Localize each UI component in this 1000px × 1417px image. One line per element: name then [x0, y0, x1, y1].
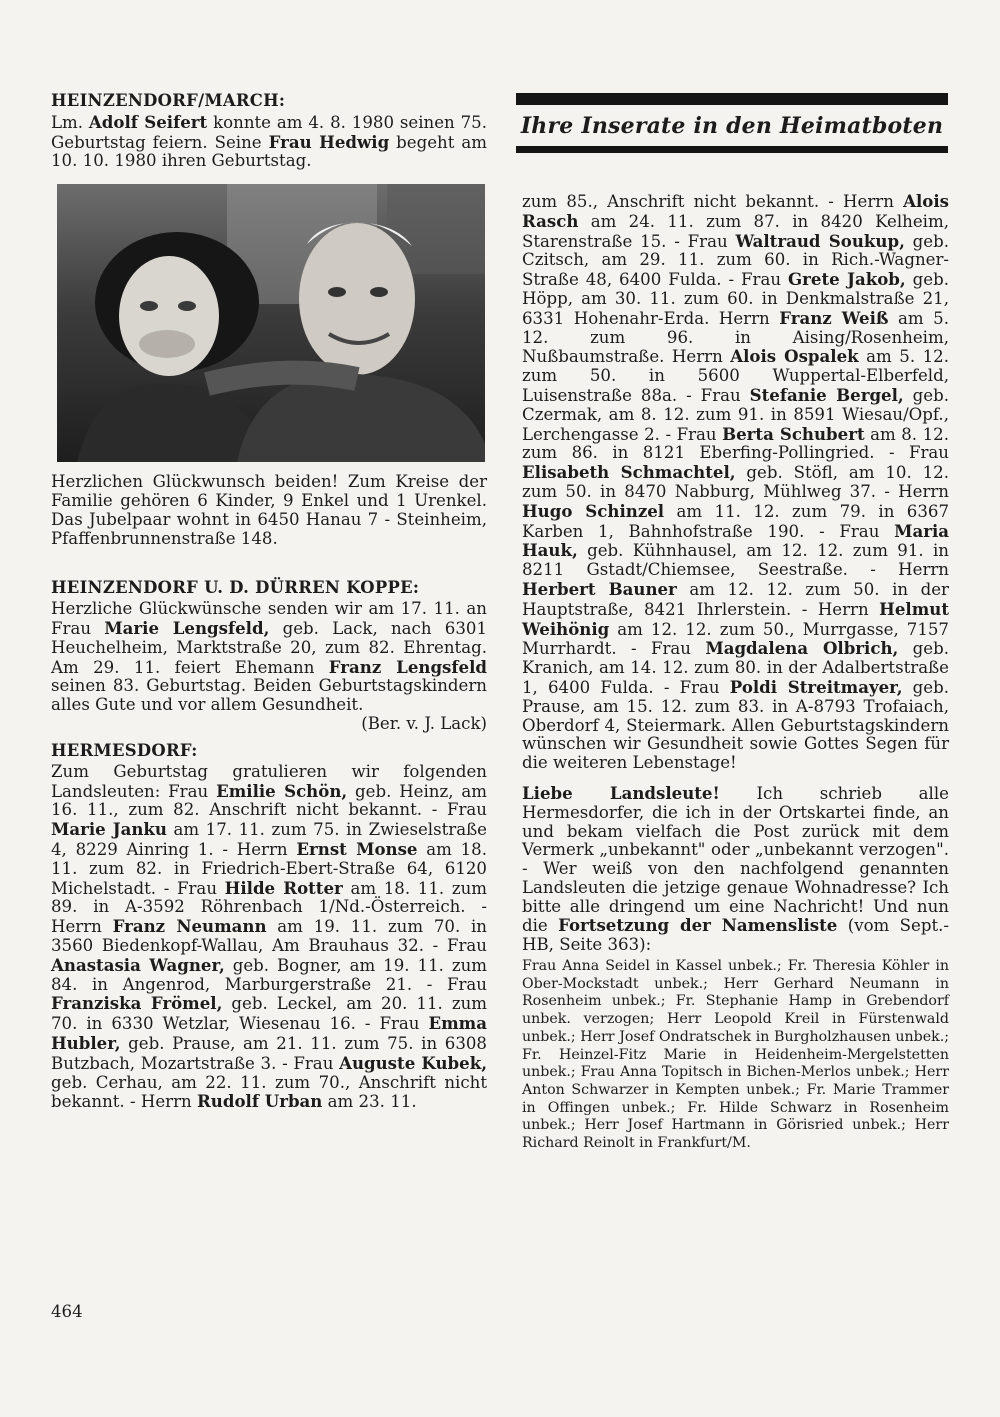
text-run: konnte am 4. 8. 1980 seinen 75. Geburtstag feiern. Seine [51, 112, 487, 152]
person-name: Emilie Schön, [216, 780, 348, 801]
section-heading-heinzendorf-duerren-koppe: HEINZENDORF U. D. DÜRREN KOPPE: [51, 578, 420, 598]
paragraph-lengsfeld-text [51, 599, 487, 714]
right-column [522, 192, 949, 1153]
section-heading-heinzendorf-march: HEINZENDORF/MARCH: [51, 91, 286, 110]
person-name: Grete Jakob, [788, 269, 906, 290]
paragraph-seifert [51, 113, 487, 171]
text-run: am 18. 11. zum 89. in A-3592 Röhrenbach 1/Nd.-Österreich. - Herrn [51, 878, 487, 937]
text-run: am 17. 11. zum 75. in Zwieselstraße 4, 8229 Ainring 1. - Herrn [51, 820, 488, 859]
report-signoff: (Ber. v. J. Lack) [361, 713, 487, 733]
text-run: geb. Lack, nach 6301 Heuchelheim, Marktstraße 20, zum 82. Ehrentag. Am 29. 11. feiert Ehemann [51, 618, 488, 677]
person-name: Franz Neumann [112, 916, 267, 937]
person-name: Rudolf Urban [196, 1091, 323, 1112]
text-run: am 23. 11. [322, 1092, 417, 1112]
person-name: Marie Janku [51, 819, 167, 840]
text-run: geb. Cerhau, am 22. 11. zum 70., Anschrift nicht bekannt. - Herrn [51, 1072, 487, 1112]
text-run: am 12. 12. zum 50. in der Hauptstraße, 8421 Ihrlerstein. - Herrn [522, 579, 949, 619]
person-name: Emma Hubler, [51, 1013, 487, 1053]
person-name: Maria Hauk, [522, 520, 949, 561]
person-name: Franz Weiß [779, 307, 889, 328]
text-run: geb. Kranich, am 14. 12. zum 80. in der Adalbertstraße 1, 6400 Fulda. - Frau [522, 639, 949, 697]
text-run: zum 85., Anschrift nicht bekannt. - Herrn [522, 192, 904, 211]
text-run: am 12. 12. zum 50., Murrgasse, 7157 Murrhardt. - Frau [522, 619, 949, 659]
person-name: Alois Rasch [522, 191, 949, 231]
person-name: Franz Lengsfeld [328, 656, 488, 677]
photo-image [57, 184, 485, 462]
banner-title: Ihre Inserate in den Heimatboten [520, 113, 944, 139]
paragraph-lengsfeld [51, 599, 488, 733]
paragraph-liebe-landsleute [522, 784, 949, 955]
text-run: Herzliche Glückwünsche senden wir am 17. 11. an Frau [51, 599, 487, 638]
person-name: Ernst Monse [296, 838, 418, 859]
person-name: Fortsetzung der Namensliste [558, 915, 838, 936]
ad-banner [516, 93, 948, 153]
text-run: geb. Czermak, am 8. 12. zum 91. in 8591 Wiesau/Opf., Lerchengasse 2. - Frau [522, 385, 949, 444]
person-name: Anastasia Wagner, [51, 954, 225, 975]
text-run: am 24. 11. zum 87. in 8420 Kelheim, Starenstraße 15. - Frau [522, 211, 949, 251]
paragraph-namensliste: Frau Anna Seidel in Kassel unbek.; Fr. Theresia Köhler in Ober-Mockstadt unbek.; Herr Gerhard Neumann in Rosenheim unbek.; Fr. Stephanie Hamp in Grebendorf unbek. verzogen; Herr Leopold Kreil in Fürstenwald unbek.; Herr Josef Ondratschek in Burgholzhausen unbek.; Fr. Heinzel-Fitz Marie in Heidenheim-Mergelstetten unbek.; Frau Anna Topitsch in Bichen-Merlos unbek.; Herr Anton Schwarzer in Kempten unbek.; Fr. Marie Trammer in Offingen unbek.; Fr. Hilde Schwarz in Rosenheim unbek.; Herr Josef Hartmann in Görisried unbek.; Herr Richard Reinolt in Frankfurt/M. [522, 958, 949, 1152]
person-name: Auguste Kubek, [339, 1052, 487, 1073]
text-run: begeht am 10. 10. 1980 ihren Geburtstag. [51, 132, 487, 171]
person-name: Elisabeth Schmachtel, [522, 462, 736, 483]
person-name: Franziska Frömel, [51, 993, 223, 1014]
page-number: 464 [51, 1302, 83, 1321]
text-run: geb. Höpp, am 30. 11. zum 60. in Denkmalstraße 21, 6331 Hohenahr-Erda. Herrn [522, 270, 949, 328]
text-run: geb. Prause, am 21. 11. zum 75. in 6308 Butzbach, Mozartstraße 3. - Frau [51, 1033, 487, 1073]
person-name: Hugo Schinzel [522, 500, 665, 521]
person-name: Marie Lengsfeld, [104, 617, 270, 638]
text-run: Zum Geburtstag gratulieren wir folgenden Landsleuten: Frau [51, 761, 487, 801]
text-run: (vom Sept.-HB, Seite 363): [522, 916, 949, 955]
text-run: geb. Kühnhausel, am 12. 12. zum 91. in 8211 Gstadt/Chiemsee, Seestraße. - Herrn [522, 541, 949, 580]
person-name: Hilde Rotter [224, 877, 343, 898]
text-run: Ich schrieb alle Hermesdorfer, die ich in der Ortskartei finde, an und bekam vielfach die Post zurück mit dem Vermerk „unbekannt" oder „unbekannt verzogen". - Wer weiß von den nachfolgend genannten Landsleuten die jetzige genaue Wohnadresse? Ich bitte alle dringend um eine Nachricht! Und nun die [522, 783, 949, 936]
text-run: geb. Heinz, am 16. 11., zum 82. Anschrift nicht bekannt. - Frau [51, 781, 487, 820]
person-name: Berta Schubert [722, 423, 865, 444]
person-name: Liebe Landsleute! [522, 782, 720, 803]
person-name: Magdalena Olbrich, [705, 638, 899, 659]
section-heading-hermesdorf: HERMESDORF: [51, 740, 198, 760]
photo-caption: Herzlichen Glückwunsch beiden! Zum Kreise der Familie gehören 6 Kinder, 9 Enkel und 1 Urenkel. Das Jubelpaar wohnt in 6450 Hanau 7 - Steinheim, Pfaffenbrunnenstraße 148. [51, 472, 487, 548]
person-name: Herbert Bauner [522, 578, 677, 599]
person-name: Frau Hedwig [268, 131, 390, 152]
text-run: Lm. [51, 112, 89, 132]
text-run: seinen 83. Geburtstag. Beiden Geburtstagskindern alles Gute und vor allem Gesundheit. [51, 676, 487, 715]
paragraph-birthdays-continued [522, 192, 949, 773]
person-name: Alois Ospalek [730, 346, 859, 367]
person-name: Waltraud Soukup, [735, 230, 905, 251]
person-name: Helmut Weihönig [522, 598, 949, 639]
couple-photo [57, 184, 485, 462]
text-run: am 18. 11. zum 82. in Friedrich-Ebert-Straße 64, 6120 Michelstadt. - Frau [51, 839, 487, 898]
text-run: geb. Leckel, am 20. 11. zum 70. in 6330 Wetzlar, Wiesenau 16. - Frau [51, 994, 487, 1034]
left-column [51, 92, 487, 1112]
text-run: geb. Czitsch, am 29. 11. zum 60. in Rich.-Wagner-Straße 48, 6400 Fulda. - Frau [522, 231, 949, 290]
text-run: am 19. 11. zum 70. in 3560 Biedenkopf-Wallau, Am Brauhaus 32. - Frau [51, 917, 487, 955]
banner-bottom-bar [516, 146, 948, 153]
banner-top-bar [516, 93, 948, 105]
text-run: am 11. 12. zum 79. in 6367 Karben 1, Bahnhofstraße 190. - Frau [522, 501, 949, 541]
text-run: geb. Bogner, am 19. 11. zum 84. in Angenrod, Marburgerstraße 21. - Frau [51, 955, 488, 994]
person-name: Stefanie Bergel, [749, 384, 904, 405]
text-run: am 8. 12. zum 86. in 8121 Eberfing-Pollingried. - Frau [522, 424, 949, 463]
text-run: geb. Stöfl, am 10. 12. zum 50. in 8470 Nabburg, Mühlweg 37. - Herrn [522, 463, 949, 501]
person-name: Poldi Streitmayer, [729, 676, 903, 697]
paragraph-hermesdorf-birthdays [51, 763, 487, 1112]
text-run: am 5. 12. zum 96. in Aising/Rosenheim, Nußbaumstraße. Herrn [522, 308, 949, 367]
text-run: am 5. 12. zum 50. in 5600 Wuppertal-Elberfeld, Luisenstraße 88a. - Frau [522, 347, 949, 405]
text-run: geb. Prause, am 15. 12. zum 83. in A-8793 Trofaiach, Oberdorf 4, Steiermark. Allen Geburtstagskindern wünschen wir Gesundheit sowie Gottes Segen für die weiteren Lebenstage! [522, 677, 949, 773]
person-name: Adolf Seifert [88, 111, 208, 132]
